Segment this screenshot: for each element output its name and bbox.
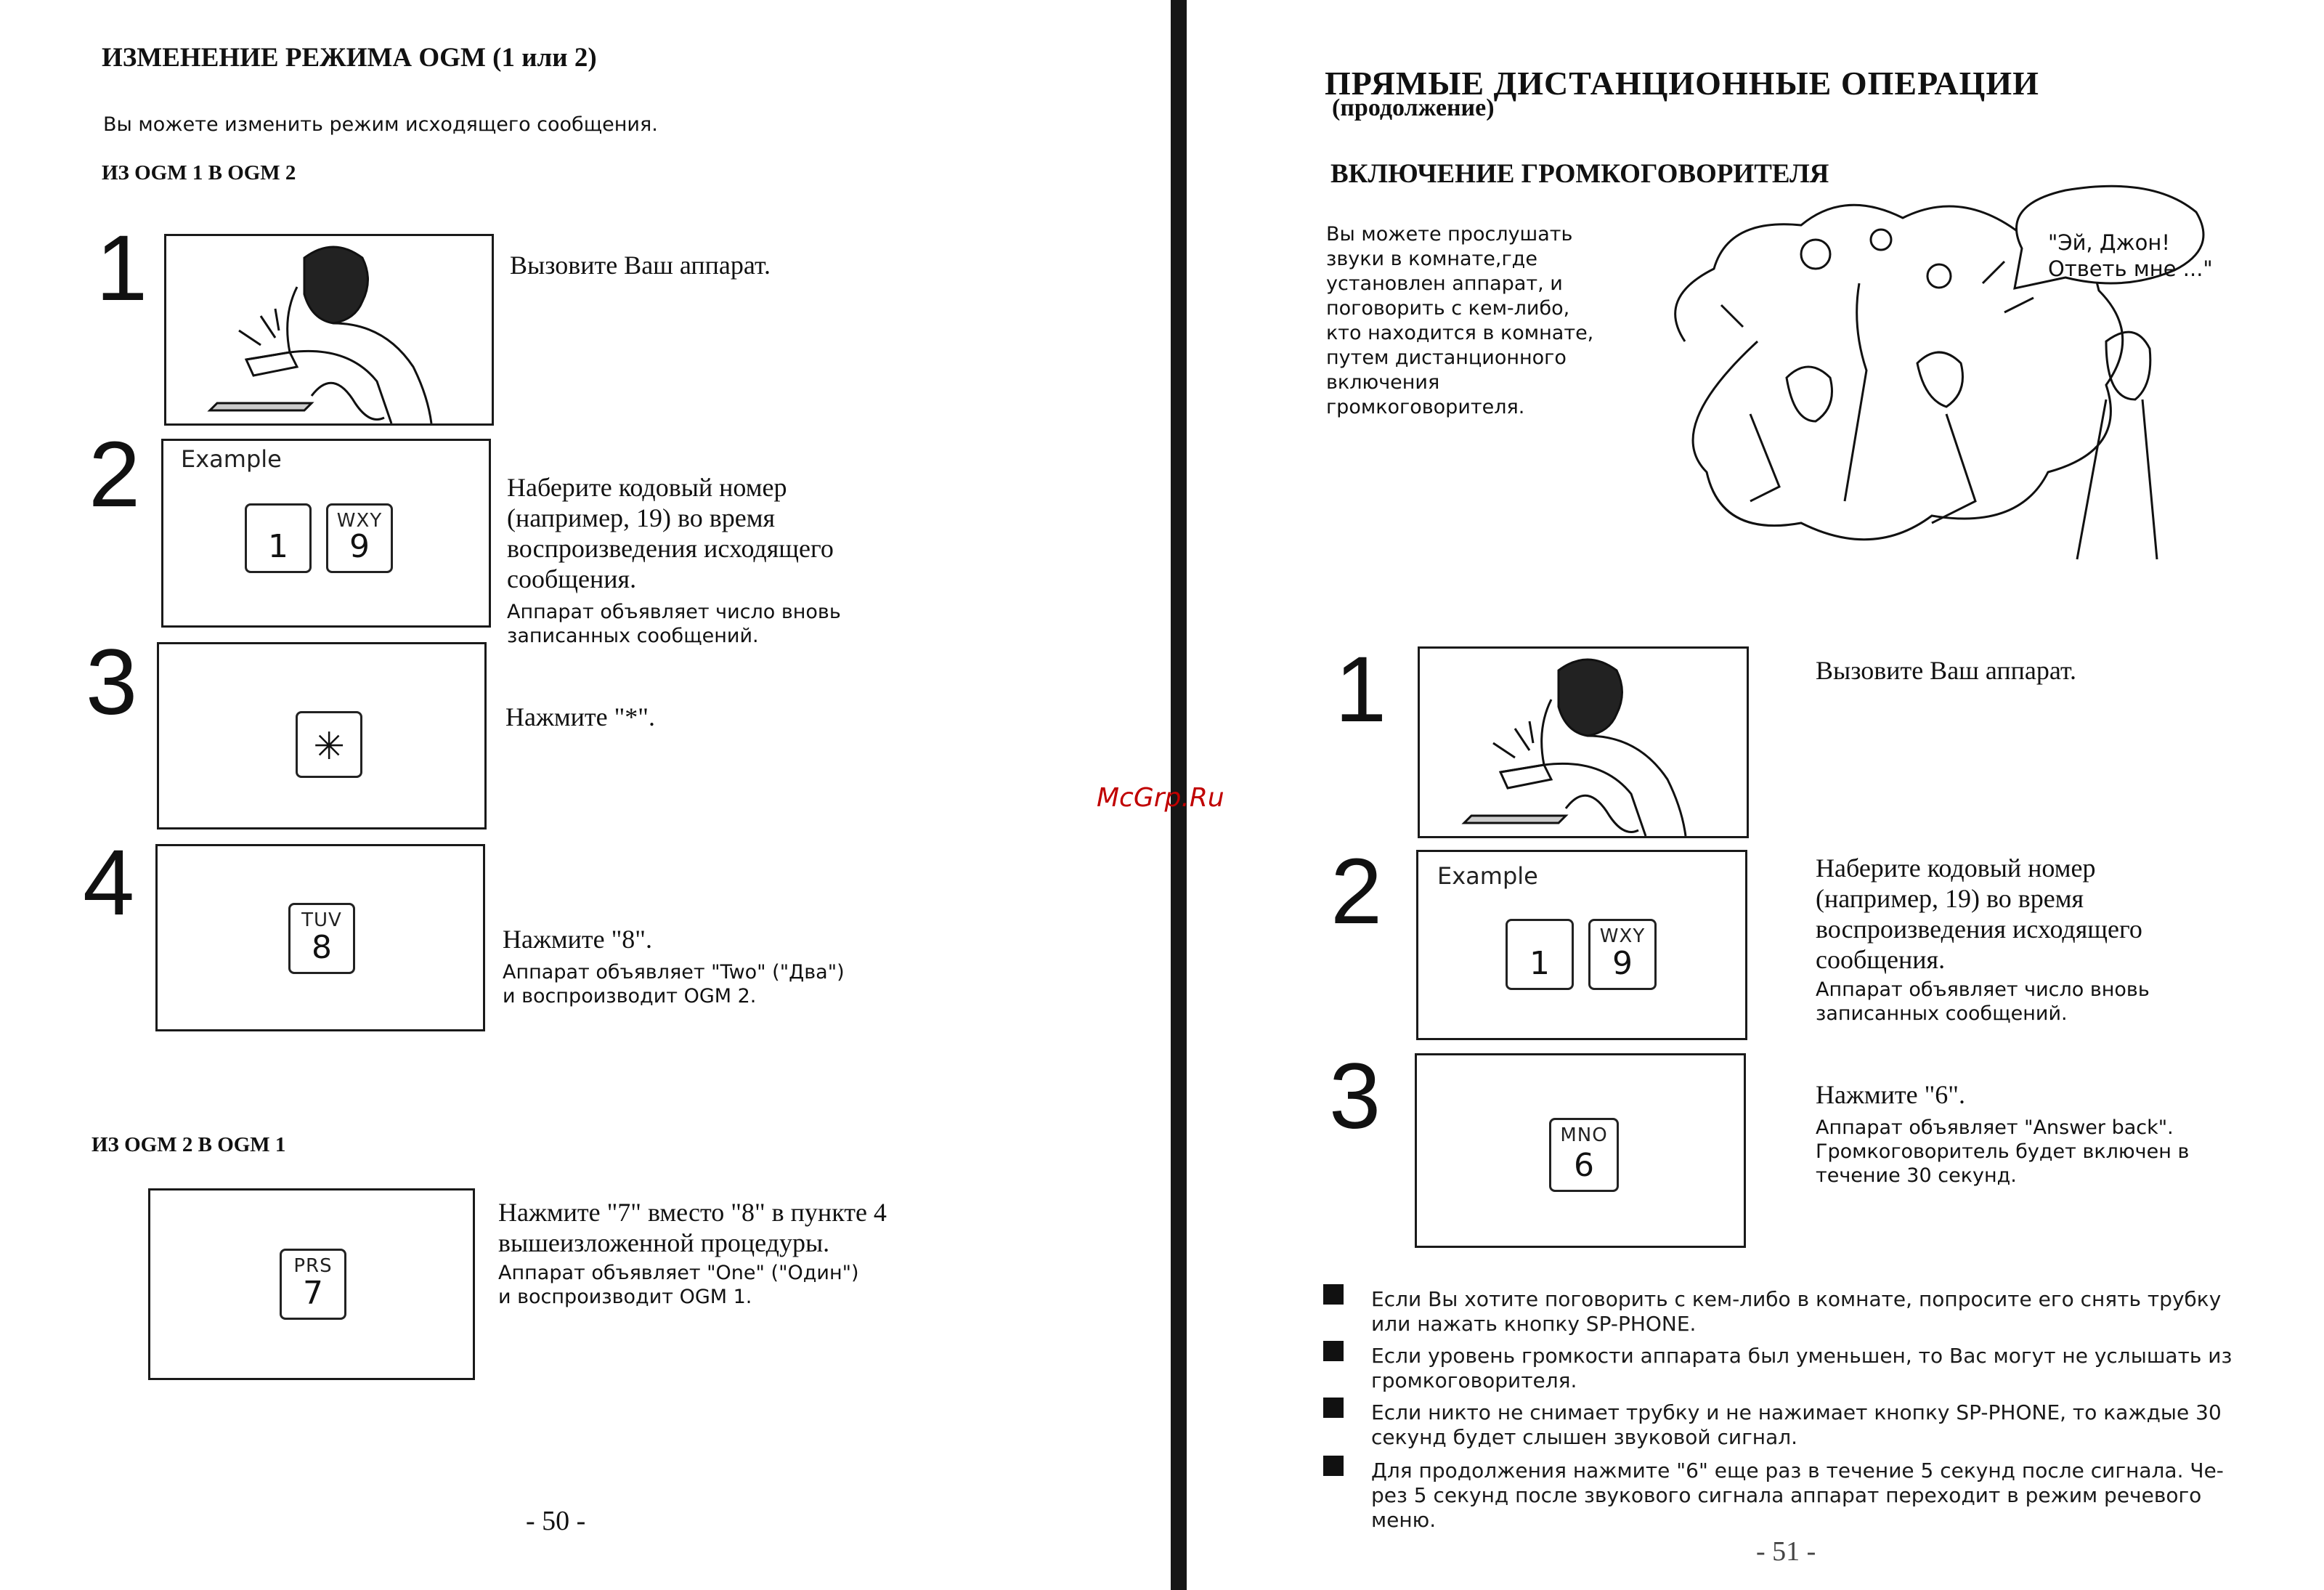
right-page-title: ПРЯМЫЕ ДИСТАНЦИОННЫЕ ОПЕРАЦИИ xyxy=(1325,65,2039,102)
r-step-1-illustration-box xyxy=(1418,646,1749,838)
step-4-number: 4 xyxy=(83,831,135,935)
step-3-box xyxy=(157,642,487,830)
bullet-3-text: Если никто не снимает трубку и не нажимает кнопку SP-PHONE, то каждые 30 секунд будет слышен звуковой сигнал. xyxy=(1371,1400,2222,1449)
r-step-2-text: Наберите кодовый номер (например, 19) во время воспроизведения исходящего сообщения. xyxy=(1816,853,2142,974)
page-number-51: - 51 - xyxy=(1756,1536,1816,1567)
bullet-marker xyxy=(1323,1341,1344,1361)
r-step-3-text: Нажмите "6". xyxy=(1816,1080,1965,1109)
bullet-marker xyxy=(1323,1456,1344,1476)
r-step-2-note: Аппарат объявляет число вновь записанных сообщений. xyxy=(1816,978,2150,1025)
r-step-1-number: 1 xyxy=(1335,638,1387,742)
speech-text: "Эй, Джон! Ответь мне ..." xyxy=(2048,230,2213,281)
key-9: WXY 9 xyxy=(326,503,393,573)
step-b-note: Аппарат объявляет "One" ("Один") и воспроизводит OGM 1. xyxy=(498,1262,859,1308)
step-2-text: Наберите кодовый номер (например, 19) во время воспроизведения исходящего сообщения. xyxy=(507,473,834,593)
bullet-marker xyxy=(1323,1284,1344,1305)
section-ogm2-to-ogm1: ИЗ OGM 2 В OGM 1 xyxy=(92,1133,286,1156)
r-step-2-example-box xyxy=(1416,850,1747,1040)
key-1: 1 xyxy=(1506,919,1574,990)
watermark: McGrp.Ru xyxy=(1097,783,1224,813)
step-4-note: Аппарат объявляет "Two" ("Два") и воспроизводит OGM 2. xyxy=(503,961,845,1007)
step-2-example-box xyxy=(161,439,491,628)
step-2-note: Аппарат объявляет число вновь записанных сообщений. xyxy=(507,601,841,647)
key-6: MNO 6 xyxy=(1549,1118,1619,1192)
right-page-subtitle: (продолжение) xyxy=(1332,94,1495,121)
step-3-text: Нажмите "*". xyxy=(505,702,655,731)
example-label: Example xyxy=(181,445,282,473)
bullet-4-text: Для продолжения нажмите "6" еще раз в течение 5 секунд после сигнала. Че- рез 5 секунд после звукового сигнала аппарат переходит в режим речевого меню. xyxy=(1371,1459,2224,1532)
left-page-intro: Вы можете изменить режим исходящего сообщения. xyxy=(103,113,658,136)
man-calling-illustration xyxy=(166,236,492,423)
key-1: 1 xyxy=(245,503,312,573)
step-4-text: Нажмите "8". xyxy=(503,925,652,954)
r-step-3-note: Аппарат объявляет "Answer back". Громкоговоритель будет включен в течение 30 секунд. xyxy=(1816,1116,2190,1187)
section-speaker-on: ВКЛЮЧЕНИЕ ГРОМКОГОВОРИТЕЛЯ xyxy=(1330,159,1829,189)
bullet-1-text: Если Вы хотите поговорить с кем-либо в комнате, попросите его снять трубку или нажать кнопку SP-PHONE. xyxy=(1371,1287,2222,1336)
step-b-text: Нажмите "7" вместо "8" в пункте 4 вышеизложенной процедуры. xyxy=(498,1198,887,1257)
star-key: ✳ xyxy=(296,711,362,778)
bullet-marker xyxy=(1323,1398,1344,1418)
step-1-number: 1 xyxy=(96,216,148,320)
key-9: WXY 9 xyxy=(1588,919,1657,990)
man-calling-illustration xyxy=(1420,649,1747,836)
key-7: PRS 7 xyxy=(280,1249,346,1320)
example-label: Example xyxy=(1437,862,1538,890)
key-8: TUV 8 xyxy=(288,903,355,974)
bullet-2-text: Если уровень громкости аппарата был уменьшен, то Вас могут не услышать из громкоговорителя. xyxy=(1371,1344,2232,1392)
page-number-50: - 50 - xyxy=(526,1506,586,1536)
step-4-box xyxy=(155,844,485,1031)
step-b-box xyxy=(148,1188,475,1380)
step-1-text: Вызовите Ваш аппарат. xyxy=(510,251,771,280)
left-page-title: ИЗМЕНЕНИЕ РЕЖИМА OGM (1 или 2) xyxy=(102,43,597,73)
step-3-number: 3 xyxy=(86,630,138,734)
r-step-3-box xyxy=(1415,1053,1746,1248)
speaker-intro: Вы можете прослушать звуки в комнате,где установлен аппарат, и поговорить с кем-либо, кто находится в комнате, путем дистанционного включения громкоговорителя. xyxy=(1326,223,1594,418)
section-ogm1-to-ogm2: ИЗ OGM 1 В OGM 2 xyxy=(102,161,296,184)
r-step-3-number: 3 xyxy=(1329,1045,1381,1148)
step-2-number: 2 xyxy=(89,423,141,527)
step-1-illustration-box xyxy=(164,234,494,426)
r-step-2-number: 2 xyxy=(1330,840,1383,944)
r-step-1-text: Вызовите Ваш аппарат. xyxy=(1816,656,2076,685)
